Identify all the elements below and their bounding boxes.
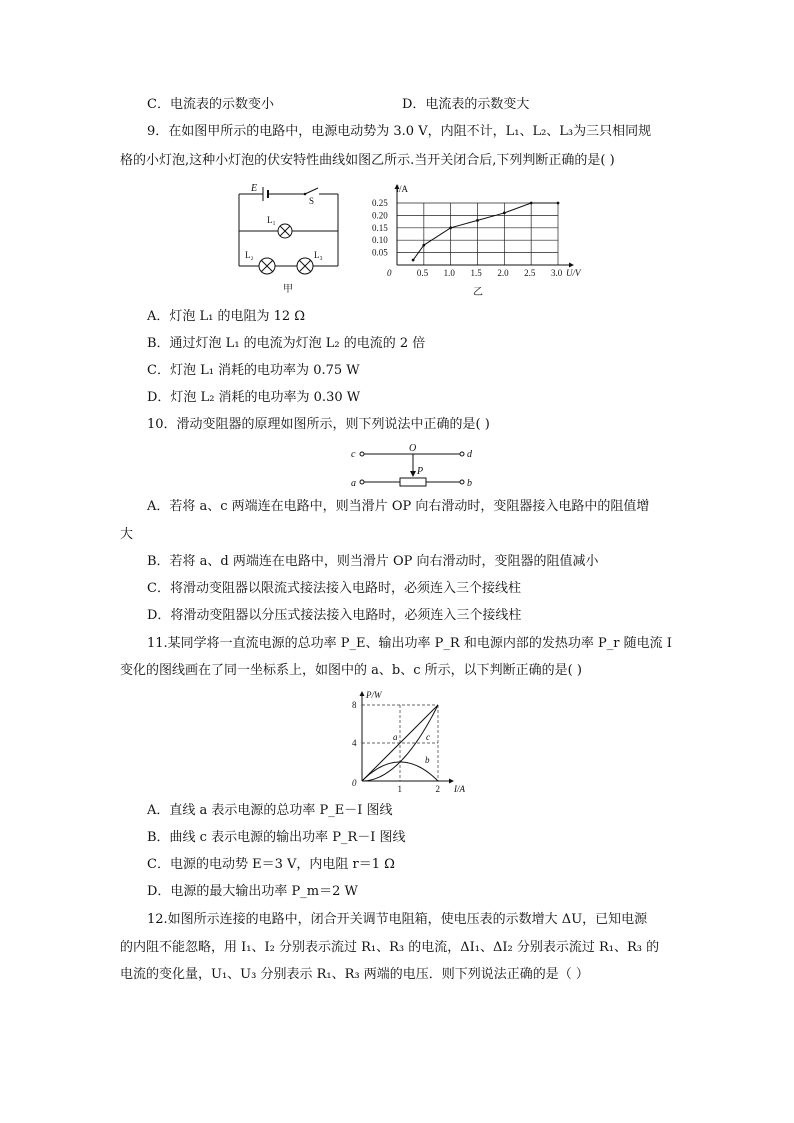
y-tick-label: 0.25 [372, 198, 388, 208]
q9-stem-line-1: 9．在如图甲所示的电路中，电源电动势为 3.0 V，内阻不计，L₁、L₂、L₃为三只相同规 [147, 124, 652, 139]
data-point [449, 226, 452, 229]
label-b: b [467, 478, 472, 489]
ylabel: P/W [366, 690, 382, 700]
q10-option-a-line-1: A．若将 a、c 两端连在电路中，则当滑片 OP 向右滑动时，变阻器接入电路中的阻值增 [147, 499, 650, 514]
q8-option-d: D．电流表的示数变大 [402, 97, 530, 112]
x-axis-arrow [569, 263, 574, 268]
label-c: c [351, 449, 356, 460]
resistor [400, 478, 426, 486]
xlabel: U/V [566, 268, 581, 278]
q9-iu-chart-yi [370, 180, 595, 298]
q12-stem-line-1: 12.如图所示连接的电路中，闭合开关调节电阻箱，使电压表的示数增大 ΔU，已知电源 [147, 912, 648, 927]
q10-stem: 10．滑动变阻器的原理如图所示，则下列说法中正确的是( ) [147, 417, 490, 432]
q8-option-c: C．电流表的示数变小 [147, 97, 274, 112]
iu-curve [413, 203, 558, 260]
label-s: S [309, 196, 315, 206]
data-point [422, 244, 425, 247]
q10-option-b: B．若将 a、d 两端连在电路中，则当滑片 OP 向右滑动时，变阻器的阻值减小 [147, 554, 599, 569]
q11-stem-line-1: 11.某同学将一直流电源的总功率 P_E、输出功率 P_R 和电源内部的发热功率 P_r 随电流 I [147, 636, 672, 651]
q9-stem-line-2: 格的小灯泡,这种小灯泡的伏安特性曲线如图乙所示.当开关闭合后,下列判断正确的是( ) [120, 153, 615, 168]
data-point [557, 202, 560, 205]
xlabel: I/A [454, 784, 465, 794]
y-tick-label: 0.15 [372, 222, 388, 233]
origin-label: 0 [387, 268, 392, 278]
q11-option-d: D．电源的最大输出功率 P_m＝2 W [147, 884, 358, 899]
y-tick-label: 0.20 [372, 210, 388, 221]
data-point [476, 219, 479, 222]
q9-circuit-figure-jia [225, 176, 345, 298]
x-tick-label: 2.0 [497, 268, 509, 278]
x-tick-label: 3.0 [551, 268, 563, 278]
x-tick-label: 1 [397, 784, 402, 794]
q10-option-d: D．将滑动变阻器以分压式接法接入电路时，必须连入三个接线柱 [147, 608, 522, 623]
x-tick-label: 2.5 [524, 268, 536, 278]
q12-stem-line-3: 电流的变化量，U₁、U₃ 分别表示 R₁、R₃ 两端的电压．则下列说法正确的是（ ） [120, 967, 589, 982]
label-l1: L₁ [267, 215, 276, 225]
caption-yi: 乙 [473, 287, 483, 298]
origin-label: 0 [352, 778, 357, 788]
y-tick-label: 8 [352, 700, 357, 710]
q11-option-b: B．曲线 c 表示电源的输出功率 P_R－I 图线 [147, 830, 406, 845]
x-tick-label: 2 [435, 784, 440, 794]
series-a-label: a [393, 732, 398, 742]
y-tick-label: 0.05 [372, 247, 388, 258]
q10-option-a-line-2: 大 [120, 527, 134, 542]
series-c-label: c [426, 732, 430, 742]
x-axis-arrow [449, 779, 454, 784]
q11-stem-line-2: 变化的图线画在了同一坐标系上，如图中的 a、b、c 所示，以下判断正确的是( ) [120, 663, 582, 678]
y-tick-label: 4 [352, 738, 357, 748]
label-a: a [351, 478, 356, 489]
q9-option-b: B．通过灯泡 L₁ 的电流为灯泡 L₂ 的电流的 2 倍 [147, 336, 426, 351]
label-p: P [417, 466, 424, 477]
q11-power-chart [340, 688, 480, 798]
q9-option-d: D．灯泡 L₂ 消耗的电功率为 0.30 W [147, 390, 361, 405]
q11-option-a: A．直线 a 表示电源的总功率 P_E－I 图线 [147, 803, 393, 818]
q9-option-c: C．灯泡 L₁ 消耗的电功率为 0.75 W [147, 363, 360, 378]
label-l3: L₃ [314, 250, 323, 260]
x-tick-label: 0.5 [416, 268, 429, 278]
x-tick-label: 1.0 [443, 268, 455, 278]
q10-option-c: C．将滑动变阻器以限流式接法接入电路时，必须连入三个接线柱 [147, 581, 521, 596]
q9-option-a: A．灯泡 L₁ 的电阻为 12 Ω [147, 309, 306, 324]
series-b-label: b [425, 755, 430, 765]
y-axis-arrow [360, 691, 365, 696]
label-l2: L₂ [245, 250, 254, 260]
label-d: d [467, 449, 472, 460]
x-tick-label: 1.5 [470, 268, 482, 278]
ylabel: I/A [396, 184, 408, 194]
caption-jia: 甲 [283, 284, 293, 295]
switch-s [305, 188, 318, 194]
data-point [412, 259, 415, 262]
label-o: O [409, 443, 417, 454]
data-point [530, 202, 533, 205]
data-point [503, 212, 506, 215]
q12-stem-line-2: 的内阻不能忽略，用 I₁、I₂ 分别表示流过 R₁、R₃ 的电流，ΔI₁、ΔI₂ 分别表示流过 R₁、R₃ 的 [120, 940, 660, 955]
q10-rheostat-figure [348, 442, 478, 492]
q11-option-c: C．电源的电动势 E＝3 V，内电阻 r＝1 Ω [147, 857, 395, 872]
y-tick-label: 0.10 [372, 235, 388, 246]
label-e: E [251, 183, 258, 194]
